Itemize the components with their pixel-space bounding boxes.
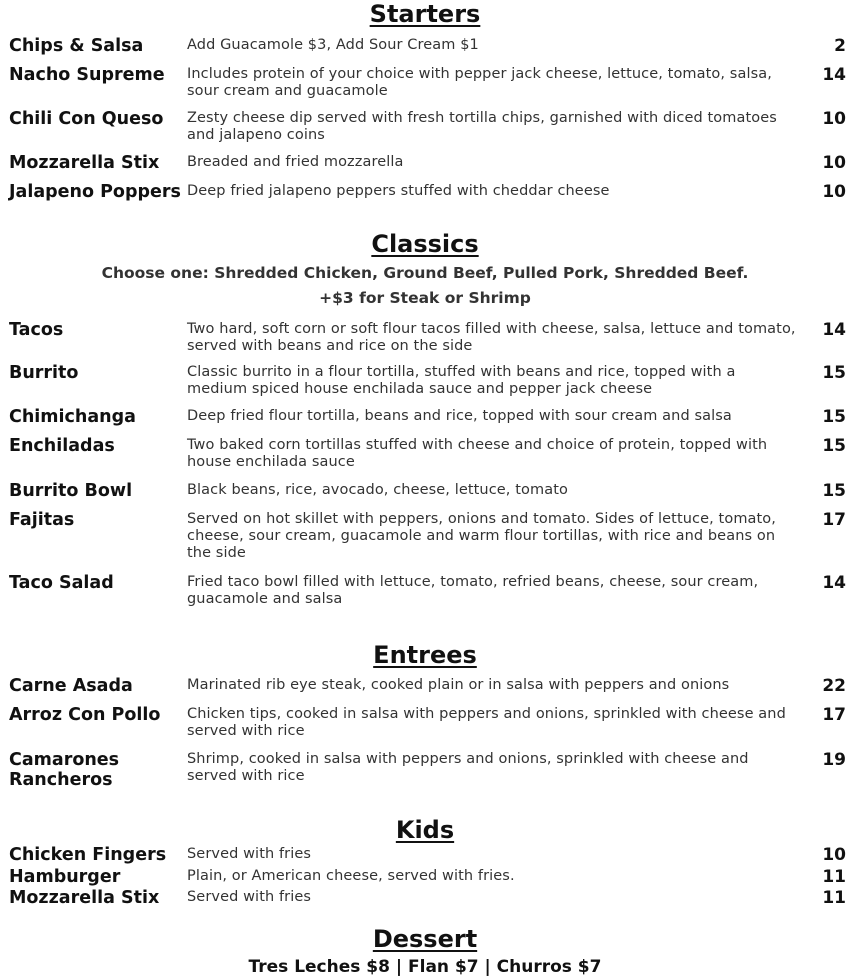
item-description: Served with fries bbox=[187, 889, 312, 905]
section-title-starters: Starters bbox=[369, 0, 481, 28]
item-description: Add Guacamole $3, Add Sour Cream $1 bbox=[187, 37, 479, 53]
item-price: 15 bbox=[822, 407, 846, 427]
item-price: 11 bbox=[822, 888, 846, 908]
item-description: Zesty cheese dip served with fresh tortilla chips, garnished with diced tomatoes and jalapeno coins bbox=[187, 110, 777, 143]
section-title-kids: Kids bbox=[395, 816, 455, 844]
item-name: Chimichanga bbox=[9, 407, 136, 427]
item-name: Mozzarella Stix bbox=[9, 153, 160, 173]
item-price: 10 bbox=[822, 109, 846, 129]
section-title-dessert: Dessert bbox=[372, 925, 478, 953]
item-description: Deep fried flour tortilla, beans and rice, topped with sour cream and salsa bbox=[187, 408, 732, 424]
item-name: Tacos bbox=[9, 320, 64, 340]
section-title-classics: Classics bbox=[371, 230, 479, 258]
item-description: Marinated rib eye steak, cooked plain or in salsa with peppers and onions bbox=[187, 677, 730, 693]
item-price: 15 bbox=[822, 436, 846, 456]
item-description: Deep fried jalapeno peppers stuffed with cheddar cheese bbox=[187, 183, 610, 199]
item-description: Served on hot skillet with peppers, onions and tomato. Sides of lettuce, tomato, cheese, sour cream, guacamole and warm flour tortillas, with rice and beans on the side bbox=[187, 511, 776, 561]
item-name: Camarones Rancheros bbox=[9, 750, 120, 790]
item-price: 10 bbox=[822, 182, 846, 202]
item-name: Enchiladas bbox=[9, 436, 115, 456]
item-description: Shrimp, cooked in salsa with peppers and onions, sprinkled with cheese and served with rice bbox=[187, 751, 749, 784]
item-description: Includes protein of your choice with pepper jack cheese, lettuce, tomato, salsa, sour cream and guacamole bbox=[187, 66, 772, 99]
item-name: Arroz Con Pollo bbox=[9, 705, 161, 725]
item-price: 10 bbox=[822, 153, 846, 173]
item-name: Mozzarella Stix bbox=[9, 888, 160, 908]
item-description: Two hard, soft corn or soft flour tacos filled with cheese, salsa, lettuce and tomato, served with beans and rice on the side bbox=[187, 321, 796, 354]
item-price: 2 bbox=[834, 36, 846, 56]
item-name: Burrito Bowl bbox=[9, 481, 133, 501]
item-description: Black beans, rice, avocado, cheese, lettuce, tomato bbox=[187, 482, 568, 498]
item-price: 14 bbox=[822, 65, 846, 85]
item-description: Classic burrito in a flour tortilla, stuffed with beans and rice, topped with a medium spiced house enchilada sauce and pepper jack cheese bbox=[187, 364, 736, 397]
item-name: Nacho Supreme bbox=[9, 65, 165, 85]
item-price: 17 bbox=[822, 510, 846, 530]
item-name: Taco Salad bbox=[9, 573, 114, 593]
item-description: Served with fries bbox=[187, 846, 312, 862]
item-description: Fried taco bowl filled with lettuce, tomato, refried beans, cheese, sour cream, guacamole and salsa bbox=[187, 574, 759, 607]
item-name: Fajitas bbox=[9, 510, 75, 530]
section-title-entrees: Entrees bbox=[373, 641, 477, 669]
item-description: Chicken tips, cooked in salsa with peppers and onions, sprinkled with cheese and served with rice bbox=[187, 706, 786, 739]
item-description: Two baked corn tortillas stuffed with cheese and choice of protein, topped with house enchilada sauce bbox=[187, 437, 768, 470]
item-name: Jalapeno Poppers bbox=[9, 182, 181, 202]
item-name: Chicken Fingers bbox=[9, 845, 167, 865]
item-description: Breaded and fried mozzarella bbox=[187, 154, 404, 170]
upgrade-note: +$3 for Steak or Shrimp bbox=[319, 289, 531, 307]
item-price: 19 bbox=[822, 750, 846, 770]
item-price: 14 bbox=[822, 320, 846, 340]
item-name: Chili Con Queso bbox=[9, 109, 164, 129]
item-price: 11 bbox=[822, 867, 846, 887]
item-price: 14 bbox=[822, 573, 846, 593]
item-name: Carne Asada bbox=[9, 676, 133, 696]
item-price: 10 bbox=[822, 845, 846, 865]
item-price: 15 bbox=[822, 481, 846, 501]
item-name: Hamburger bbox=[9, 867, 121, 887]
protein-choice-note: Choose one: Shredded Chicken, Ground Beef, Pulled Pork, Shredded Beef. bbox=[101, 264, 749, 282]
item-name: Burrito bbox=[9, 363, 79, 383]
dessert-list: Tres Leches $8 | Flan $7 | Churros $7 bbox=[248, 957, 602, 977]
item-name: Chips & Salsa bbox=[9, 36, 144, 56]
item-description: Plain, or American cheese, served with fries. bbox=[187, 868, 515, 884]
item-price: 17 bbox=[822, 705, 846, 725]
item-price: 22 bbox=[822, 676, 846, 696]
item-price: 15 bbox=[822, 363, 846, 383]
